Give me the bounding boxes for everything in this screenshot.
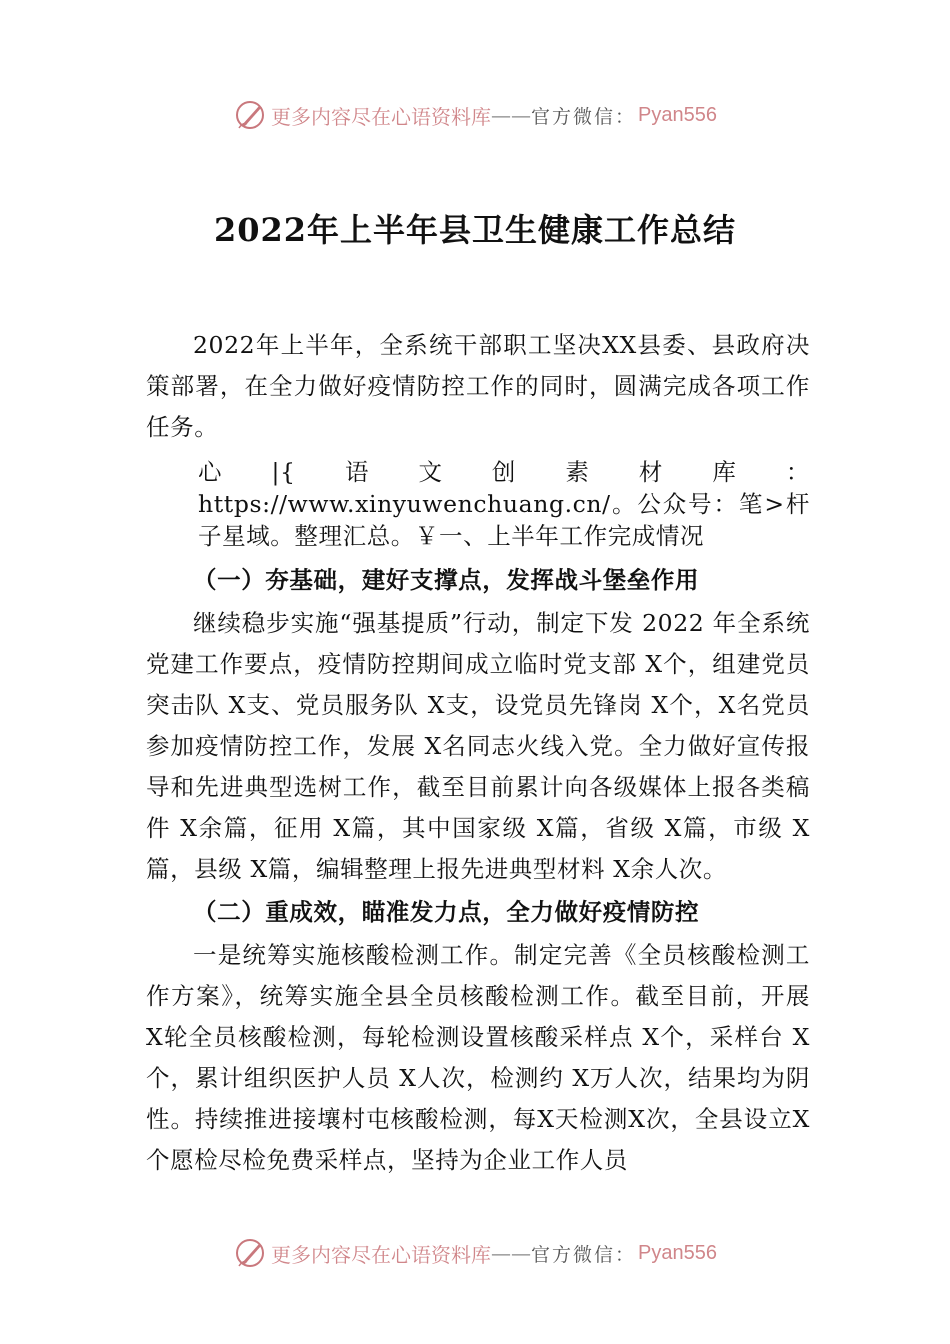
intro-paragraph: 2022年上半年，全系统干部职工坚决XX县委、县政府决策部署，在全力做好疫情防控工作的同时，圆满完成各项工作任务。 [146, 331, 810, 441]
footer-banner [0, 1233, 950, 1273]
document-title: 2022年上半年县卫生健康工作总结 [213, 211, 737, 249]
quill-pen-logo-icon [233, 98, 267, 132]
banner-separator: —— [491, 1241, 531, 1265]
banner-text: 更多内容尽在心语资料库 [271, 104, 491, 129]
document-body [146, 325, 810, 1181]
section-body-2: 一是统筹实施核酸检测工作。制定完善《全员核酸检测工作方案》，统筹实施全县全员核酸检测工作。截至目前，开展 X轮全员核酸检测，每轮检测设置核酸采样点 X个，采样台 X个，累计组织医护人员 X人次，检测约 X万人次，结果均为阴性。持续推进接壤村屯核酸检测，每X天检测X次，全县设立X个愿检尽检免费采样点，坚持为企业工作人员 [146, 941, 810, 1174]
quill-pen-logo-icon [233, 1236, 267, 1270]
section-heading-1: （一）夯基础，建好支撑点，发挥战斗堡垒作用 [193, 566, 700, 594]
section-body-1: 继续稳步实施“强基提质”行动，制定下发 2022 年全系统党建工作要点，疫情防控期间成立临时党支部 X个，组建党员突击队 X支、党员服务队 X支，设党员先锋岗 X个，X名党员参加疫情防控工作，发展 X名同志火线入党。全力做好宣传报导和先进典型选树工作，截至目前累计向各级媒体上报各类稿件 X余篇，征用 X篇，其中国家级 X篇，省级 X篇，市级 X篇，县级 X篇，编辑整理上报先进典型材料 X余人次。 [146, 609, 810, 883]
banner-wechat-label: 官方微信： [531, 1243, 637, 1266]
banner-wechat-id: Pyan556 [638, 103, 717, 126]
banner-wechat-label: 官方微信： [531, 105, 637, 128]
banner-wechat-id: Pyan556 [638, 1241, 717, 1264]
banner-separator: —— [491, 103, 531, 127]
source-note: 心|{语文创素材库：https://www.xinyuwenchuang.cn/。公众号：笔>杆子星域。整理汇总。￥一、上半年工作完成情况 [198, 458, 810, 550]
header-banner [0, 95, 950, 135]
banner-text: 更多内容尽在心语资料库 [271, 1242, 491, 1267]
section-heading-2: （二）重成效，瞄准发力点，全力做好疫情防控 [193, 898, 700, 926]
